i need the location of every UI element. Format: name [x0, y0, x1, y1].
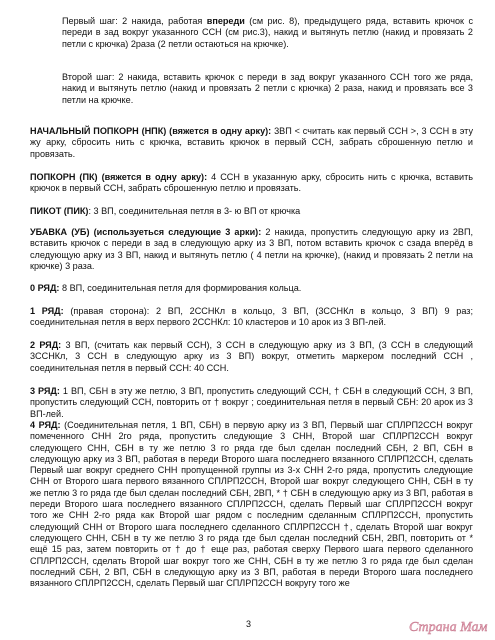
step2-paragraph [62, 72, 473, 106]
row4-paragraph [30, 420, 473, 589]
ub-text: 2 накида, пропустить следующую арку из 2ВП, вставить крючок с переди в зад в следующую арку из 3 ВП, потом вставить крючок с сзада вперёд в следующую арку из 3 ВП, накид и вытянуть петлю ( 4 петли на крючке), (накид и провязать 2 петли на крючке) 3 раза. [30, 227, 474, 271]
pik-text: : 3 ВП, соединительная петля в 3- ю ВП от крючка [88, 206, 301, 216]
site-watermark-logo [407, 612, 489, 638]
row0-text: 8 ВП, соединительная петля для формирования кольца. [59, 283, 302, 293]
row0-label: 0 РЯД: [30, 283, 60, 293]
row1-paragraph [30, 306, 473, 329]
row4-label: 4 РЯД: [30, 420, 61, 430]
row2-label: 2 РЯД: [30, 340, 62, 350]
step2-text: Второй шаг: 2 накида, вставить крючок с переди в зад вокруг указанного ССН того же ряда, накид и вытянуть петлю (накид и провязать 2 петли с крючка) 2 раза, накид и провязать все 3 петли на крючке. [62, 72, 473, 105]
row2-text: 3 ВП, (считать как первый ССН), 3 ССН в следующую арку из 3 ВП, (3 ССН в следующий 3ССНКл, 3 ССН в следующую арку из 3 ВП) вокруг, отметить маркером последний ССН , соединительная петля в первый ССН: 40 ССН. [30, 340, 474, 373]
row0-paragraph [30, 283, 473, 294]
row1-text: (правая сторона): 2 ВП, 2ССНКл в кольцо, 3 ВП, (3ССНКл в кольцо, 3 ВП) 9 раз; соединительная петля в верх первого 2ССНКл: 10 кластеров и 10 арок из 3 ВП-лей. [30, 306, 473, 328]
npk-text: 3ВП < считать как первый ССН >, 3 ССН в эту жу арку, сбросить нить с крючка, вставить крючок в первый ССН, забрать сброшенную петлю и провязать. [30, 126, 473, 159]
step1-bold-word: впереди [206, 16, 245, 26]
row1-label: 1 РЯД: [30, 306, 64, 316]
npk-label: НАЧАЛЬНЫЙ ПОПКОРН (НПК) (вяжется в одну арку): [30, 126, 272, 136]
pk-label: ПОПКОРН (ПК) (вяжется в одну арку): [30, 172, 208, 182]
page-number: 3 [246, 619, 252, 629]
row3-text: 1 ВП, СБН в эту же петлю, 3 ВП, пропустить следующий ССН, † СБН в следующий ССН, 3 ВП, пропустить следующий ССН, повторить от † вокруг ; соединительная петля в первый СБН: 20 арок из 3 ВП-лей. [30, 386, 473, 419]
pk-text: 4 ССН в указанную арку, сбросить нить с крючка, вставить крючок в первый ССН, забрать сброшенную петлю и провязать. [30, 172, 473, 194]
step1-text-b: (см рис. 8), предыдущего ряда, вставить крючок с переди в зад вокруг указанного ССН (см рис.3), накид и вытянуть петлю (накид и провязать 2 петли с крючка) 2раза (2 петли остаються на крючке). [62, 16, 473, 49]
ub-label: УБАВКА (УБ) (используеться следующие 3 арки): [30, 227, 262, 237]
watermark-text: Страна Мам [409, 620, 488, 635]
step1-paragraph [62, 16, 473, 50]
npk-paragraph [30, 126, 473, 160]
pk-paragraph [30, 172, 473, 195]
row3-paragraph [30, 386, 473, 420]
pik-paragraph [30, 206, 473, 217]
pik-label: ПИКОТ (ПИК) [30, 206, 89, 216]
row3-label: 3 РЯД: [30, 386, 60, 396]
ub-paragraph [30, 227, 473, 272]
row4-text: (Соединительная петля, 1 ВП, СБН) в первую арку из 3 ВП, Первый шаг СПЛРП2ССН вокруг помеченного СНН 2го ряда, пропустить следующие 3 СНН, Второй шаг СПЛРП2ССН вокруг следующего СНН, СБН в ту же петлю 3 го ряда где был сделан последний СБН, 2 ВП, СБН в следующую арку из 3 ВП, работая в переди Второго шага последнего вязанного СПЛРП2ССН, сделать Первый шаг вокруг среднего СНН пропущенной группы из 3-х СНН 2-го ряда, пропустить следующие СНН от Второго шага первого вязанного СПЛРП2ССН, Второй шаг вокруг следующего СНН, СБН в ту же петлю 3 го ряда где был сделан последний СБН, 2ВП, * † СБН в следующую арку из 3 ВП, работая в переди Второго шага последнего вязанного СПЛРП2ССН, сделать Первый шаг СПЛРП2ССН вокруг того же СНН 2-го ряда как Второй шаг рядом с последним сделанным СПЛРП2ССН, пропустить следующий СНН от Второго шага последнего сделанного СПЛРП2ССН †, сделать Второй шаг вокруг следующего СНН, СБН в ту же петлю 3 го ряда где был сделан последний СБН, 2ВП, повторить от * ещё 15 раз, затем повторить от † до † еще раз, работая сверху Первого шага первого сделанного СПЛРП2ССН, сделать Второй шаг вокруг того же СНН, СБН в ту же петлю 3 го ряда где был сделан последний СБН, 2 ВП, СБН в следующую арку из 3 ВП, работая в переди Второго шага последнего вязанного СПЛРП2ССН, сделать Первый шаг СПЛРП2ССН вокругу того же [30, 420, 473, 589]
step1-text-a: Первый шаг: 2 накида, работая [62, 16, 207, 26]
row2-paragraph [30, 340, 473, 374]
